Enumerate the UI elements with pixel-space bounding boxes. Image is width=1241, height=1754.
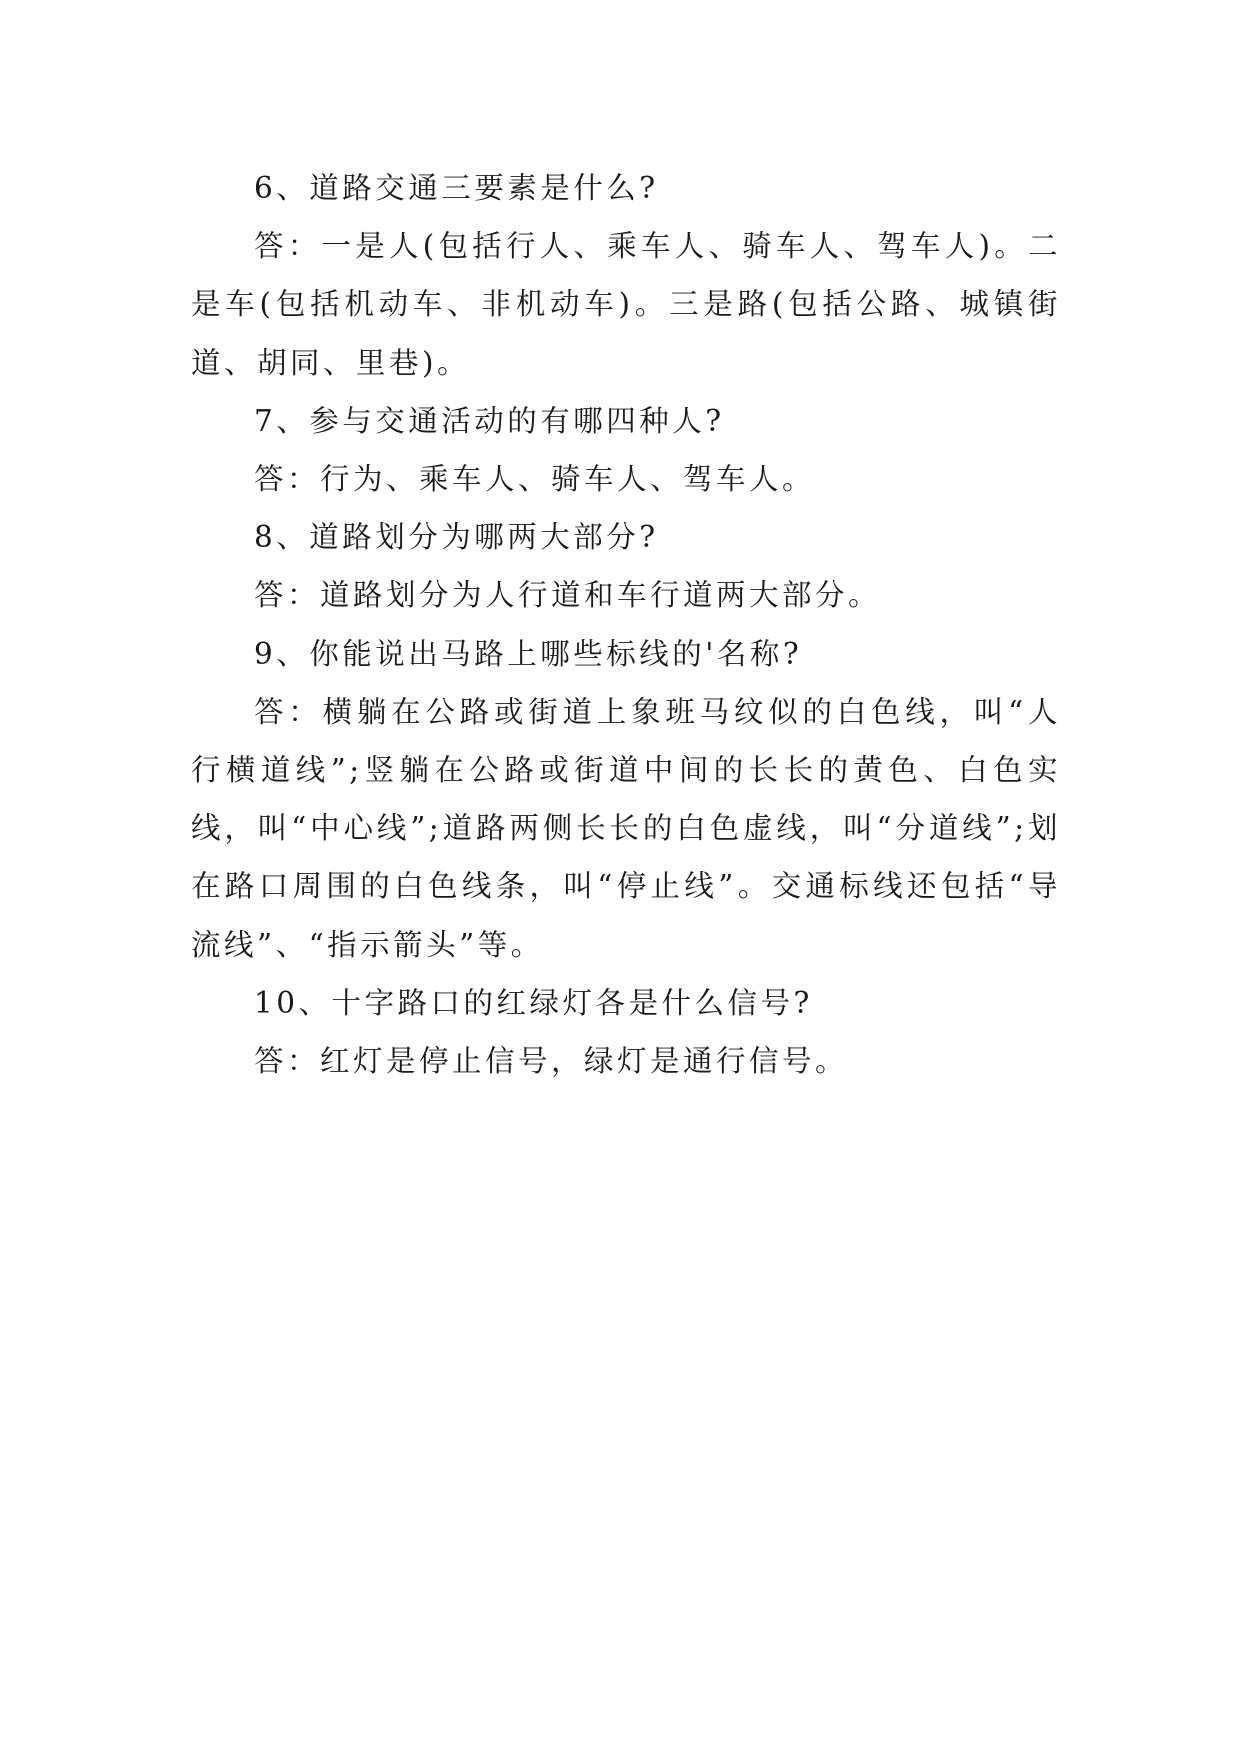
question-6: 6、道路交通三要素是什么? bbox=[254, 171, 659, 205]
answer-10: 答：红灯是停止信号，绿灯是通行信号。 bbox=[254, 1044, 849, 1079]
question-7: 7、参与交通活动的有哪四种人? bbox=[254, 403, 725, 438]
question-8: 8、道路划分为哪两大部分? bbox=[254, 520, 659, 555]
answer-6: 答：一是人(包括行人、乘车人、骑车人、驾车人)。二是车(包括机动车、非机动车)。三是路(包括公路、城镇街道、胡同、里巷)。 bbox=[191, 229, 1061, 380]
question-10: 10、十字路口的红绿灯各是什么信号? bbox=[254, 985, 813, 1020]
document-body bbox=[191, 159, 1061, 1090]
answer-9: 答：横躺在公路或街道上象班马纹似的白色线，叫“人行横道线”;竖躺在公路或街道中间的长长的黄色、白色实线，叫“中心线”;道路两侧长长的白色虚线，叫“分道线”;划在路口周围的白色线条，叫“停止线”。交通标线还包括“导流线”、“指示箭头”等。 bbox=[191, 694, 1061, 962]
answer-8: 答：道路划分为人行道和车行道两大部分。 bbox=[254, 578, 882, 613]
question-9: 9、你能说出马路上哪些标线的'名称? bbox=[254, 636, 803, 671]
answer-7: 答：行为、乘车人、骑车人、驾车人。 bbox=[254, 462, 816, 497]
